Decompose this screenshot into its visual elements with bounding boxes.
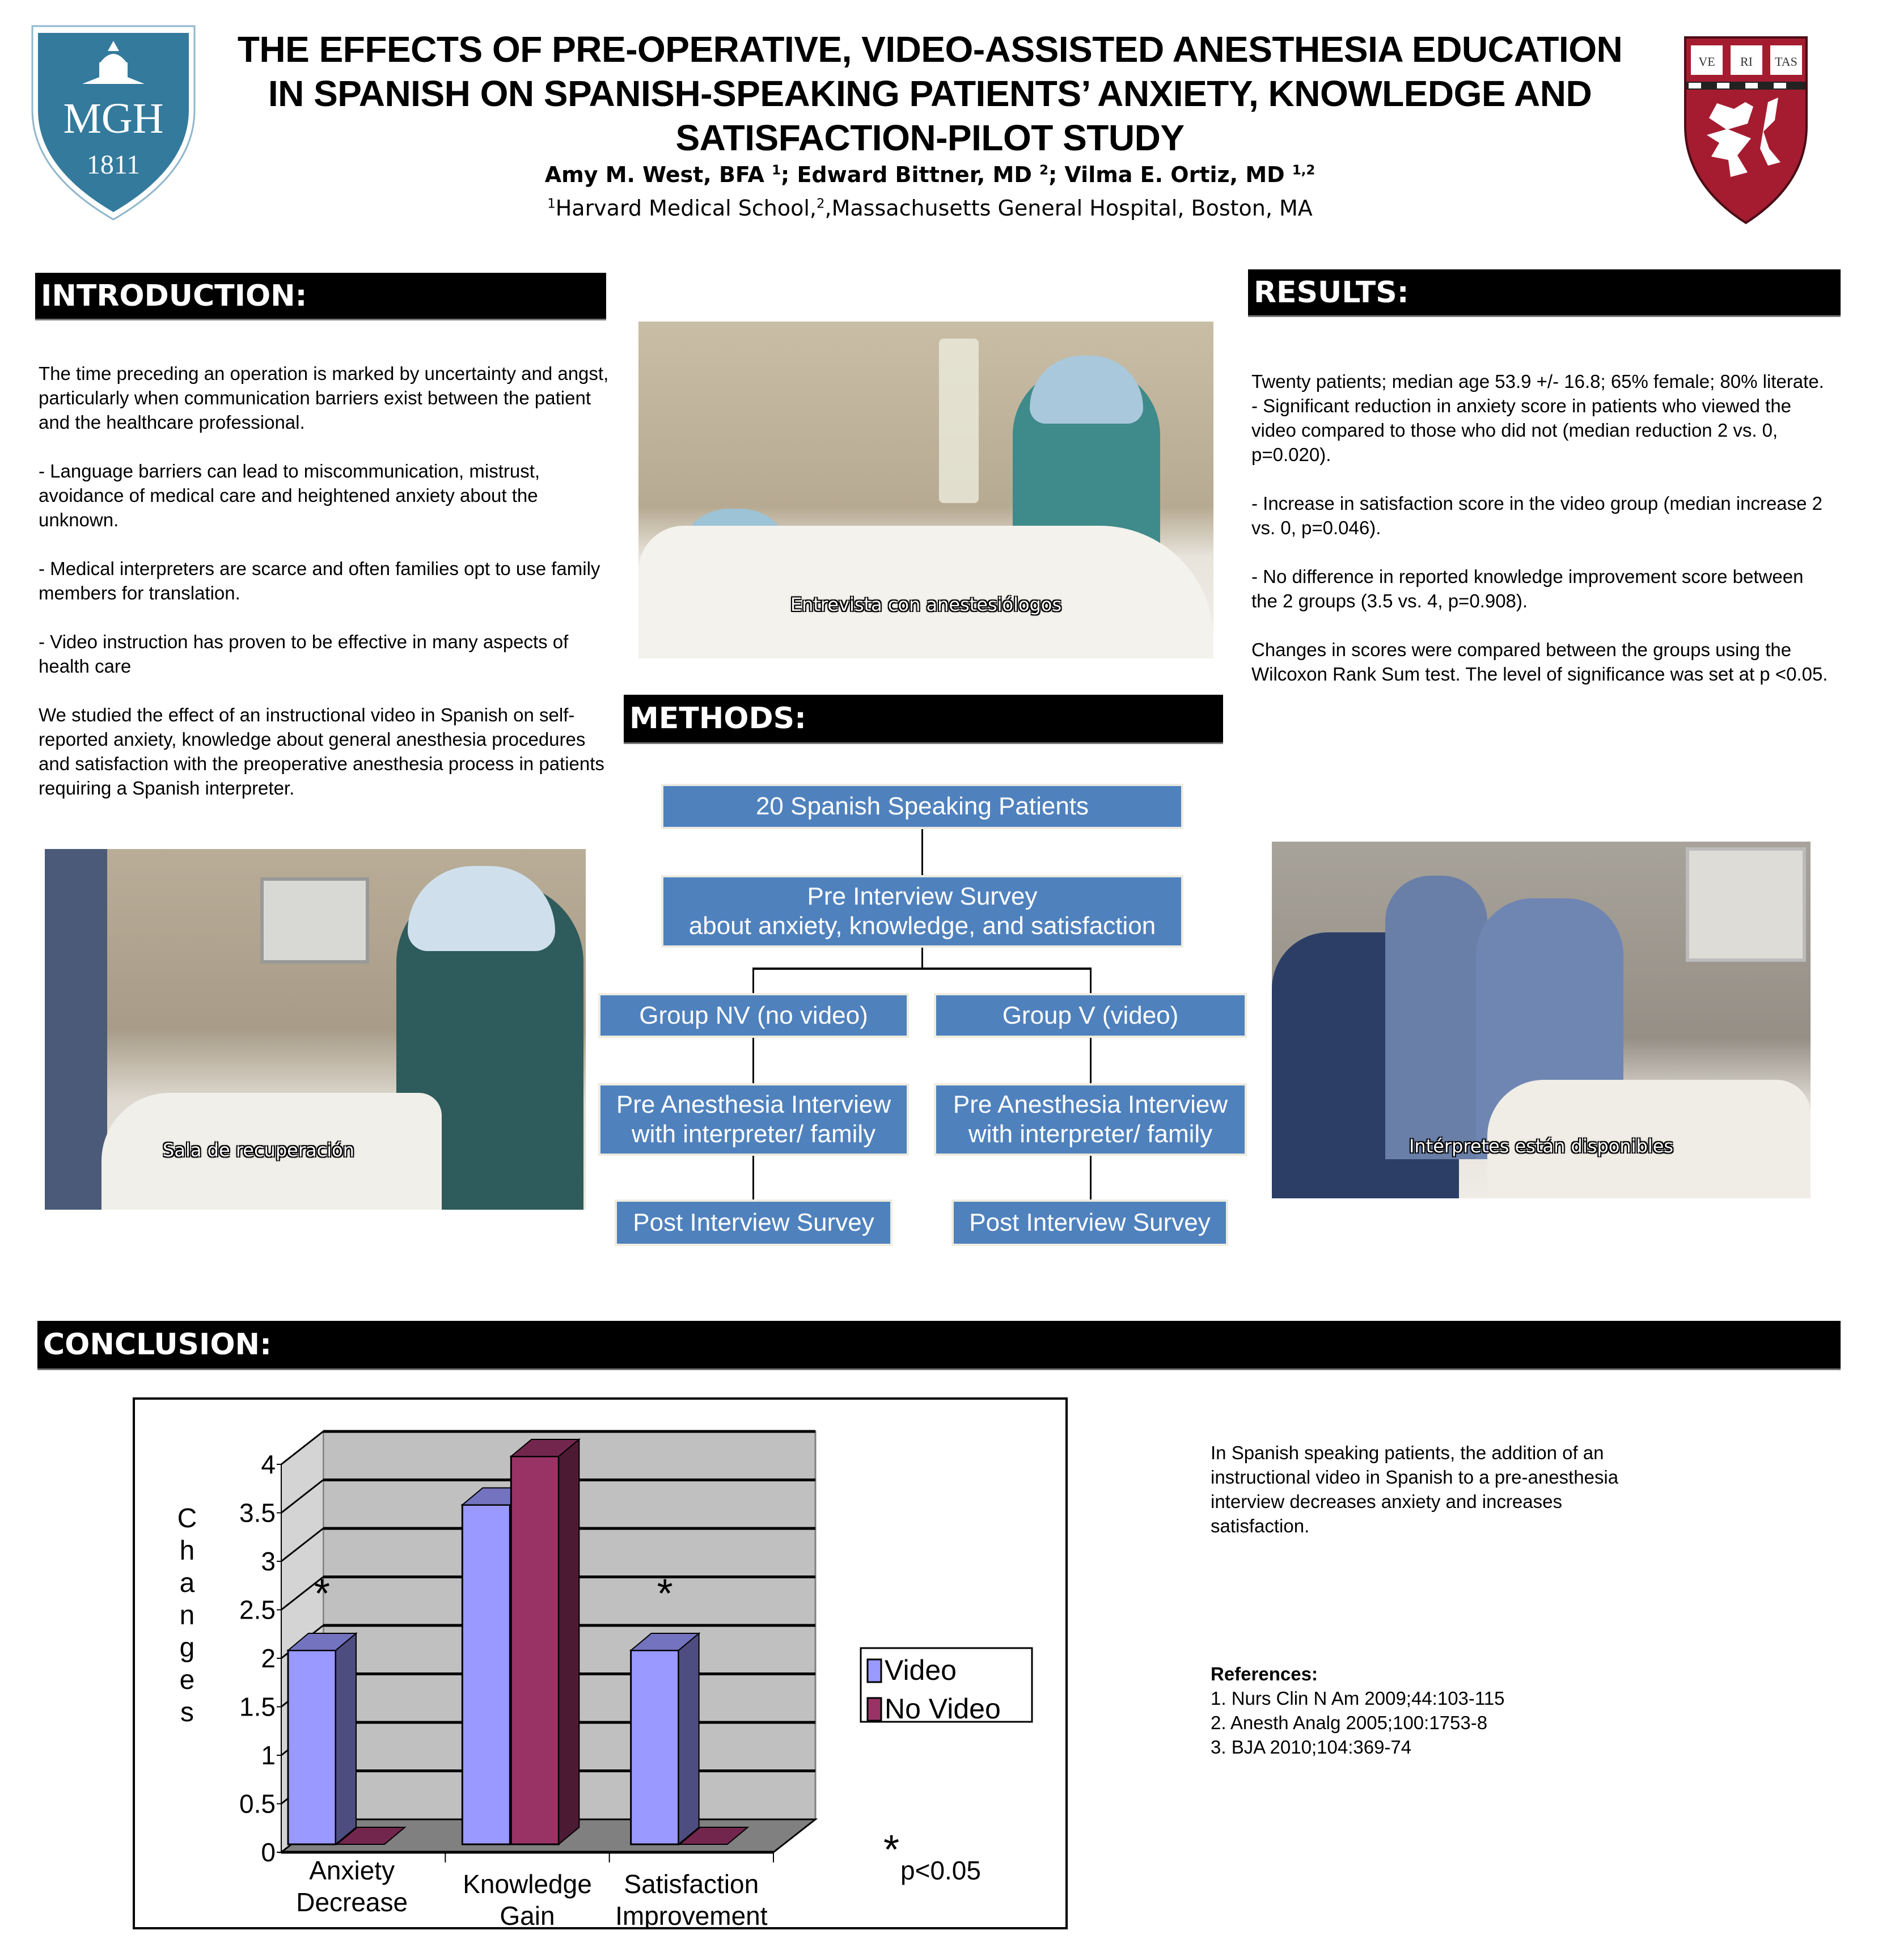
- bar-side-face: [679, 1633, 699, 1844]
- y-axis-label-letter: n: [179, 1600, 195, 1630]
- significance-asterisk: *: [314, 1571, 331, 1617]
- affiliations-line: $^1$Harvard Medical School,$^2$,Massachusetts General Hospital, Boston, MA: [547, 196, 1313, 221]
- intro-paragraph: - Video instruction has proven to be effective in many aspects of health care: [39, 631, 569, 677]
- poster-title-line-3: SATISFACTION-PILOT STUDY: [675, 117, 1185, 158]
- flow-connector: [1090, 1156, 1092, 1199]
- y-axis-label-letter: g: [179, 1633, 195, 1663]
- intro-paragraph: - Language barriers can lead to miscommunication, mistrust, avoidance of medical care and heightened anxiety about the unknown.: [39, 461, 540, 530]
- author-2: Edward Bittner, MD $^2$;: [797, 162, 1065, 187]
- photo-interpreters: [1272, 842, 1811, 1198]
- y-axis-label-letter: h: [179, 1536, 195, 1566]
- y-tick-label: 1: [261, 1741, 276, 1770]
- reference-item: 2. Anesth Analg 2005;100:1753-8: [1211, 1712, 1488, 1733]
- flow-box-post-survey-v: Post Interview Survey: [951, 1199, 1228, 1246]
- y-axis-label-letter: a: [179, 1568, 195, 1598]
- legend-label: No Video: [885, 1693, 1001, 1725]
- flow-box-post-survey-nv: Post Interview Survey: [615, 1199, 893, 1246]
- flow-box-pre-survey: Pre Interview Survey about anxiety, knowledge, and satisfaction: [661, 875, 1183, 948]
- results-chart: [133, 1397, 1068, 1929]
- flow-connector: [921, 948, 923, 968]
- bar-video: [631, 1650, 679, 1844]
- y-tick-label: 2.5: [239, 1595, 276, 1625]
- conclusion-heading: CONCLUSION:: [37, 1321, 1841, 1370]
- flow-connector: [752, 1038, 754, 1083]
- intro-paragraph: - Medical interpreters are scarce and often families opt to use family members for translation.: [39, 558, 600, 603]
- poster-title-line-2: IN SPANISH ON SPANISH-SPEAKING PATIENTS’ ANXIETY, KNOWLEDGE AND: [268, 73, 1592, 114]
- harvard-logo: [1683, 35, 1809, 225]
- y-tick-label: 0: [261, 1838, 276, 1867]
- bedsheet-graphic: [638, 526, 1213, 658]
- legend-label: Video: [885, 1654, 957, 1686]
- photo-caption: Intérpretes están disponibles: [1408, 1135, 1674, 1157]
- flow-box-group-v: Group V (video): [934, 993, 1247, 1038]
- harvard-shield-icon: [1683, 35, 1809, 225]
- authors-line: [187, 162, 1673, 187]
- flow-connector: [1090, 968, 1092, 993]
- y-axis-label-letter: e: [179, 1665, 195, 1695]
- y-axis-label-letter: s: [180, 1697, 194, 1727]
- flow-branch-connector: [752, 968, 1092, 970]
- author-1: Amy M. West, BFA $^1$;: [544, 162, 797, 187]
- significance-asterisk: *: [657, 1571, 673, 1617]
- legend-swatch: [868, 1698, 881, 1721]
- monitor-graphic: [1686, 847, 1806, 962]
- photo-caption: Entrevista con anestesiólogos: [790, 594, 1062, 615]
- x-category-label: Improvement: [615, 1901, 768, 1927]
- y-tick-label: 0.5: [239, 1789, 276, 1819]
- scrub-cap-graphic: [1030, 356, 1143, 424]
- y-tick-label: 1.5: [239, 1692, 276, 1722]
- bar-side-face: [559, 1439, 579, 1844]
- references-block: [1211, 1662, 1630, 1759]
- results-paragraph: - No difference in reported knowledge improvement score between the 2 groups (3.5 vs. 4, p=0.908).: [1251, 566, 1804, 611]
- bar-video: [462, 1505, 510, 1845]
- conclusion-text: In Spanish speaking patients, the addition of an instructional video in Spanish to a pre-anesthesia interview decreases anxiety and increases satisfaction.: [1211, 1442, 1619, 1536]
- legend-swatch: [868, 1659, 881, 1682]
- bar-no-video: [511, 1456, 559, 1844]
- results-paragraph: Twenty patients; median age 53.9 +/- 16.8; 65% female; 80% literate.: [1251, 371, 1824, 392]
- y-tick-label: 3: [261, 1547, 276, 1576]
- x-category-label: Gain: [500, 1901, 555, 1927]
- photo-caption: Sala de recuperación: [163, 1139, 354, 1161]
- bar-chart-svg: [135, 1400, 1065, 1927]
- x-category-label: Satisfaction: [624, 1869, 759, 1899]
- y-axis-label-letter: C: [177, 1503, 197, 1534]
- iv-bag-graphic: [939, 339, 979, 503]
- staff-figure-2: [1385, 876, 1487, 1159]
- nurse-cap-graphic: [408, 866, 555, 951]
- results-paragraph: - Significant reduction in anxiety score in patients who viewed the video compared to those who did not (median reduction 2 vs. 0, p=0.020).: [1251, 395, 1792, 465]
- flow-connector: [752, 968, 754, 993]
- flow-box-interview-nv: Pre Anesthesia Interview with interpreter/ family: [598, 1083, 909, 1156]
- photo-anesthesia-interview: [638, 322, 1213, 658]
- introduction-heading: INTRODUCTION:: [35, 273, 606, 320]
- monitor-graphic: [260, 877, 369, 964]
- bar-video: [288, 1650, 336, 1844]
- svg-text:VE: VE: [1698, 54, 1715, 69]
- mgh-shield-icon: [31, 25, 196, 221]
- photo-recovery-room: [45, 849, 586, 1210]
- svg-text:RI: RI: [1740, 54, 1753, 69]
- flow-connector: [1090, 1038, 1092, 1083]
- results-paragraph: Changes in scores were compared between the groups using the Wilcoxon Rank Sum test. The level of significance was set at p <0.05.: [1251, 639, 1828, 685]
- svg-text:1811: 1811: [86, 150, 141, 180]
- flow-box-patients: 20 Spanish Speaking Patients: [661, 784, 1183, 829]
- results-heading: RESULTS:: [1248, 269, 1841, 317]
- references-heading: References:: [1211, 1663, 1318, 1684]
- intro-paragraph: The time preceding an operation is marked by uncertainty and angst, particularly when communication barriers exist between the patient and the healthcare professional.: [39, 363, 609, 433]
- x-category-label: Decrease: [296, 1887, 408, 1917]
- author-3: Vilma E. Ortiz, MD $^{1,2}$: [1064, 162, 1316, 187]
- x-category-label: Anxiety: [309, 1856, 395, 1885]
- svg-text:MGH: MGH: [63, 95, 164, 142]
- bar-side-face: [336, 1633, 356, 1844]
- reference-item: 3. BJA 2010;104:369-74: [1211, 1737, 1412, 1758]
- results-body: [1251, 369, 1830, 711]
- introduction-body: [39, 361, 611, 825]
- intro-paragraph: We studied the effect of an instructional video in Spanish on self-reported anxiety, knowledge about general anesthesia procedures and satisfaction with the preoperative anesthesia process in patients requiring a Spanish interpreter.: [39, 704, 604, 799]
- y-tick-label: 3.5: [239, 1498, 276, 1528]
- annotation-asterisk: *: [883, 1827, 900, 1873]
- poster-title-line-1: THE EFFECTS OF PRE-OPERATIVE, VIDEO-ASSISTED ANESTHESIA EDUCATION: [237, 29, 1623, 70]
- flow-connector: [752, 1156, 754, 1199]
- flow-connector: [921, 829, 923, 875]
- annotation-text: p<0.05: [900, 1856, 981, 1885]
- x-category-label: Knowledge: [463, 1869, 592, 1899]
- flow-box-interview-v: Pre Anesthesia Interview with interpreter/ family: [934, 1083, 1247, 1156]
- flow-box-group-nv: Group NV (no video): [598, 993, 909, 1038]
- y-tick-label: 4: [261, 1450, 276, 1479]
- reference-item: 1. Nurs Clin N Am 2009;44:103-115: [1211, 1688, 1505, 1709]
- methods-heading: METHODS:: [624, 695, 1223, 744]
- mgh-logo: [31, 25, 196, 221]
- y-tick-label: 2: [261, 1644, 276, 1673]
- results-paragraph: - Increase in satisfaction score in the video group (median increase 2 vs. 0, p=0.046).: [1251, 493, 1823, 538]
- svg-text:TAS: TAS: [1775, 54, 1797, 69]
